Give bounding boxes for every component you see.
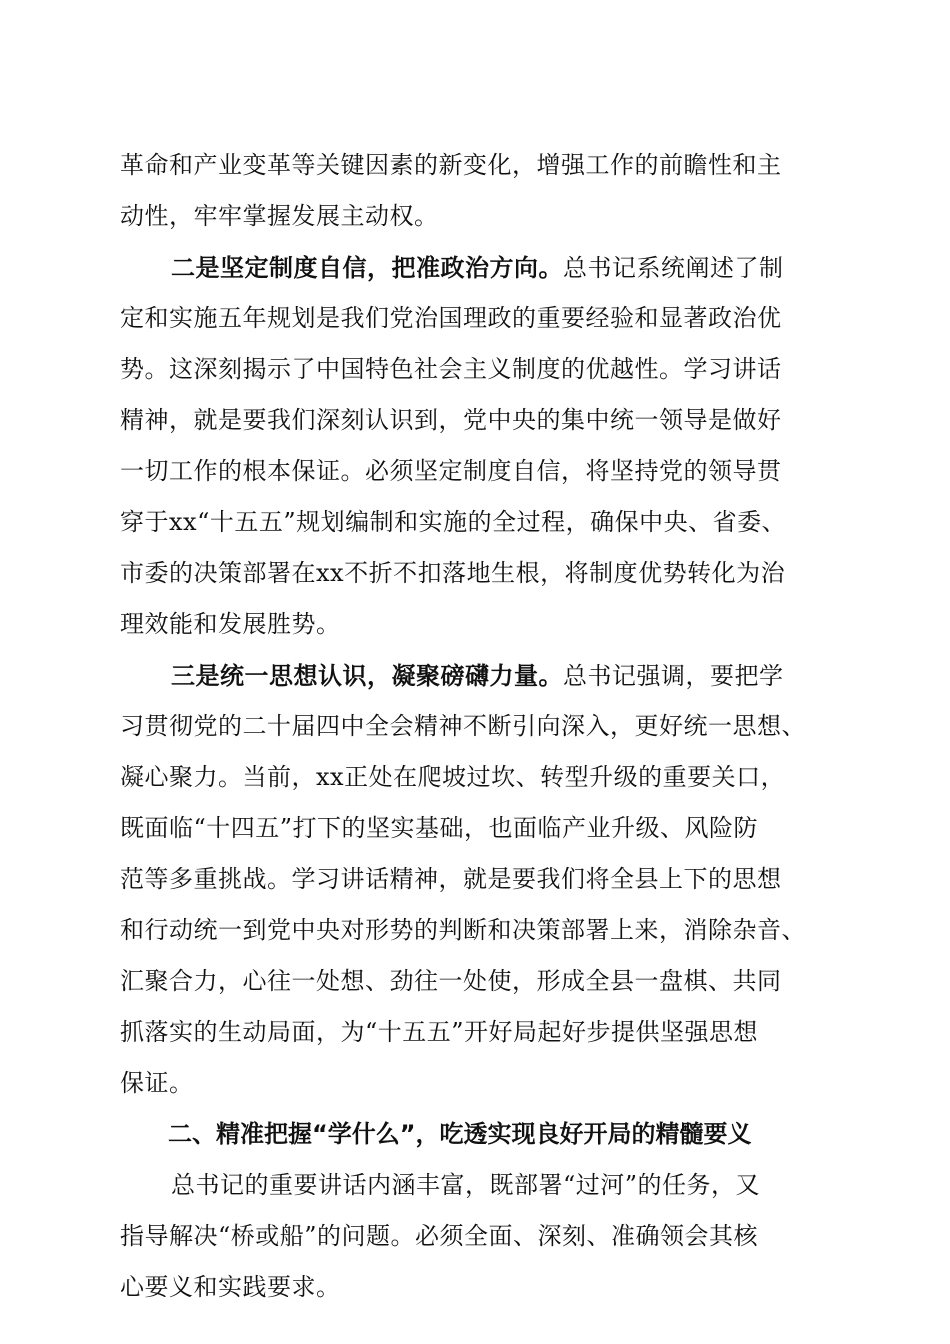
text-line: 定和实施五年规划是我们党治国理政的重要经验和显著政治优: [120, 304, 782, 332]
text-line: 精神，就是要我们深刻认识到，党中央的集中统一领导是做好: [120, 406, 782, 434]
text-line: 一切工作的根本保证。必须坚定制度自信，将坚持党的领导贯: [120, 457, 782, 485]
text-line: 凝心聚力。当前，xx正处在爬坡过坎、转型升级的重要关口，: [120, 763, 786, 791]
paragraph-continuation: [120, 140, 836, 242]
text-run: 总书记系统阐述了制: [563, 254, 784, 282]
text-line: 和行动统一到党中央对形势的判断和决策部署上来，消除杂音、: [120, 916, 806, 944]
section-heading: 二、精准把握“学什么”，吃透实现良好开局的精髓要义: [168, 1120, 752, 1148]
text-line: [120, 242, 836, 293]
paragraph-unify-thinking: [120, 650, 836, 1109]
text-line: 汇聚合力，心往一处想、劲往一处使，形成全县一盘棋、共同: [120, 967, 782, 995]
document-body: [120, 140, 836, 1313]
text-line: 既面临“十四五”打下的坚实基础，也面临产业升级、风险防: [120, 814, 759, 842]
text-line: 保证。: [120, 1069, 194, 1097]
text-line: 革命和产业变革等关键因素的新变化，增强工作的前瞻性和主: [120, 151, 782, 179]
paragraph-lead: 二是坚定制度自信，把准政治方向。: [171, 253, 563, 282]
text-run: 总书记强调，要把学: [563, 662, 784, 690]
text-line: 抓落实的生动局面，为“十五五”开好局起好步提供坚强思想: [120, 1018, 759, 1046]
text-line: 理效能和发展胜势。: [120, 610, 341, 638]
text-line: 势。这深刻揭示了中国特色社会主义制度的优越性。学习讲话: [120, 355, 782, 383]
text-line: 习贯彻党的二十届四中全会精神不断引向深入，更好统一思想、: [120, 712, 806, 740]
text-line: 心要义和实践要求。: [120, 1273, 341, 1301]
text-line: 总书记的重要讲话内涵丰富，既部署“过河”的任务，又: [171, 1171, 761, 1199]
text-line: 范等多重挑战。学习讲话精神，就是要我们将全县上下的思想: [120, 865, 782, 893]
text-line: [120, 650, 836, 701]
paragraph-lead: 三是统一思想认识，凝聚磅礴力量。: [171, 661, 563, 690]
text-line: 动性，牢牢掌握发展主动权。: [120, 202, 439, 230]
text-line: 穿于xx“十五五”规划编制和实施的全过程，确保中央、省委、: [120, 508, 787, 536]
text-line: 指导解决“桥或船”的问题。必须全面、深刻、准确领会其核: [120, 1222, 759, 1250]
text-line: 市委的决策部署在xx不折不扣落地生根，将制度优势转化为治: [120, 559, 786, 587]
paragraph-institutional-confidence: [120, 242, 836, 650]
paragraph-section-intro: [120, 1160, 836, 1313]
